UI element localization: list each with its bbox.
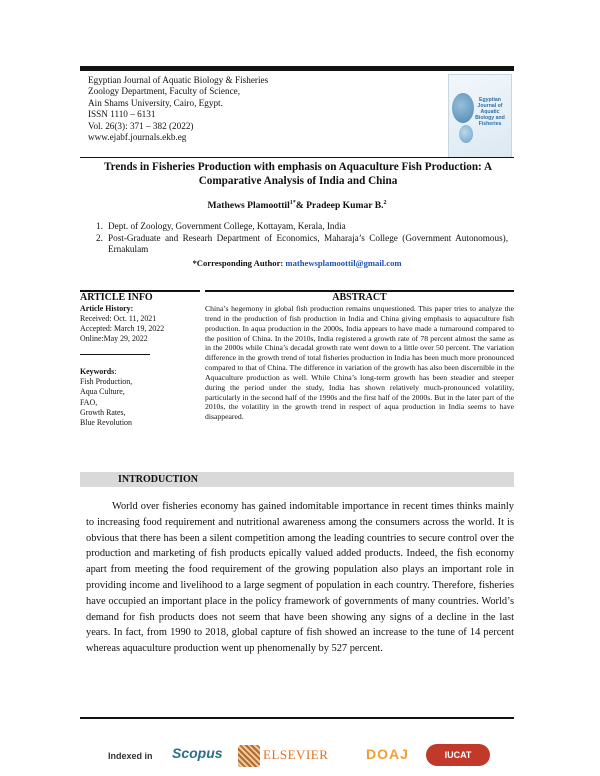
- abstract-text: China’s hegemony in global fish production remains unquestioned. This paper tries to analyze the trend in the production of fish production in India and China giving emphasis to aquaculture fish production. In aqua production in the 2000s, India appears to have made a turnaround compared to the position of China. In the 2010s, India registered a growth rate of 78 percent almost the same as in the 2000s while China’s decadal growth rate went down to a little over 50 percent. The variation difference in the growth trend of total fisheries production in India has been much more pronounced compared to that of China. The difference in variation of the growth has also been discernible in the Aquaculture production as well. While China’s long-term growth has been steadier and steeper during the period under the study, India has shown relatively much-pronounced volatility, particularly in the second half of the 1990s and the first half of the 2000s. But in the later part of the 2010s, the volatility in the growth trend in respect of aqua production in India seems to have disappeared.: [205, 304, 514, 422]
- cover-title: Egyptian Journal of Aquatic Biology and Fisheries: [475, 97, 505, 127]
- affiliation-item: [96, 221, 508, 233]
- keywords-block: [80, 367, 132, 428]
- affiliation-text: Post-Graduate and Researh Department of Economics, Maharaja’s College (Government Autonomous), Ernakulam: [108, 232, 508, 255]
- elsevier-logo[interactable]: ELSEVIER: [263, 747, 329, 762]
- elsevier-tree-icon: [238, 745, 260, 767]
- keywords-label-line: [80, 367, 132, 377]
- author-separator: &: [295, 200, 307, 212]
- keyword-item: FAO,: [80, 397, 98, 407]
- author-1: Mathews Plamoottil: [207, 200, 290, 212]
- journal-volume: Vol. 26(3): 371 – 382 (2022): [88, 120, 194, 131]
- author-2: Pradeep Kumar B.: [306, 200, 384, 212]
- corresponding-label: *Corresponding Author:: [192, 258, 286, 268]
- keywords-label: Keywords: [80, 367, 115, 376]
- affiliation-number: 1.: [96, 221, 103, 231]
- author-line: [80, 200, 514, 211]
- scopus-logo[interactable]: Scopus: [172, 745, 223, 761]
- accepted-date: Accepted: March 19, 2022: [80, 324, 165, 333]
- doaj-logo[interactable]: DOAJ: [366, 746, 409, 762]
- introduction-paragraph: World over fisheries economy has gained indomitable importance in recent times thinks mainly to increasing food requirement and nutritional awareness among the consumers across the world. It is obvious that there has been a silent competition among the leading countries to secure control over the production and marketing of fish products epically valued added products. Indeed, the fish economy apart from meeting the food requirement of the growing population also plays an important role in providing income and livelihood to a large segment of population in each country. Therefore, fisheries have occupied an important place in the policy framework of governments of many countries. World’s demand for fish products does not seem that have been showing any signs of a decline in the last years. In fact, from 1990 to 2018, global capture of fish showed an increase to the tune of 14 percent whereas aquaculture production went up phenomenally by 527 percent.: [86, 501, 514, 655]
- journal-name: Egyptian Journal of Aquatic Biology & Fisheries: [88, 75, 269, 85]
- corresponding-author: [80, 258, 514, 268]
- affiliation-text: Dept. of Zoology, Government College, Kottayam, Kerala, India: [108, 221, 346, 231]
- header-divider: [80, 157, 514, 158]
- keyword-item: Growth Rates,: [80, 407, 126, 417]
- fish-illustration-icon: [459, 125, 473, 143]
- corresponding-email-link[interactable]: mathewsplamoottil@gmail.com: [285, 258, 402, 268]
- affiliations: [96, 221, 508, 256]
- header-top-rule: [80, 66, 514, 71]
- introduction-heading: INTRODUCTION: [118, 474, 199, 485]
- article-title: Trends in Fisheries Production with emphasis on Aquaculture Fish Production: A Comparative Analysis of India and China: [103, 161, 493, 187]
- keyword-item: Blue Revolution: [80, 418, 132, 428]
- history-label: Article History:: [80, 304, 134, 313]
- keyword-item: Aqua Culture,: [80, 387, 125, 397]
- article-info-heading: ARTICLE INFO: [80, 292, 153, 303]
- keywords-colon: :: [114, 367, 117, 376]
- author-1-affil: 1*: [289, 200, 296, 206]
- keywords-rule: [80, 354, 150, 355]
- journal-university: Ain Shams University, Cairo, Egypt.: [88, 97, 223, 108]
- article-history: [80, 304, 164, 344]
- author-2-affil: 2: [383, 200, 387, 206]
- keyword-item: Fish Production,: [80, 377, 133, 387]
- affiliation-item: [96, 233, 508, 256]
- abstract-heading: ABSTRACT: [332, 292, 387, 303]
- affiliation-number: 2.: [96, 232, 103, 243]
- journal-website: www.ejabf.journals.ekb.eg: [88, 132, 187, 143]
- journal-issn: ISSN 1110 – 6131: [88, 109, 156, 120]
- journal-info: [88, 75, 268, 143]
- online-date: Online:May 29, 2022: [80, 334, 148, 343]
- journal-department: Zoology Department, Faculty of Science,: [88, 86, 241, 97]
- footer-rule: [80, 717, 514, 719]
- iucat-logo[interactable]: IUCAT: [426, 744, 490, 766]
- indexed-in-label: Indexed in: [108, 751, 153, 761]
- journal-cover-image: [448, 74, 512, 158]
- received-date: Received: Oct. 11, 2021: [80, 314, 157, 323]
- indexing-footer: [108, 742, 498, 770]
